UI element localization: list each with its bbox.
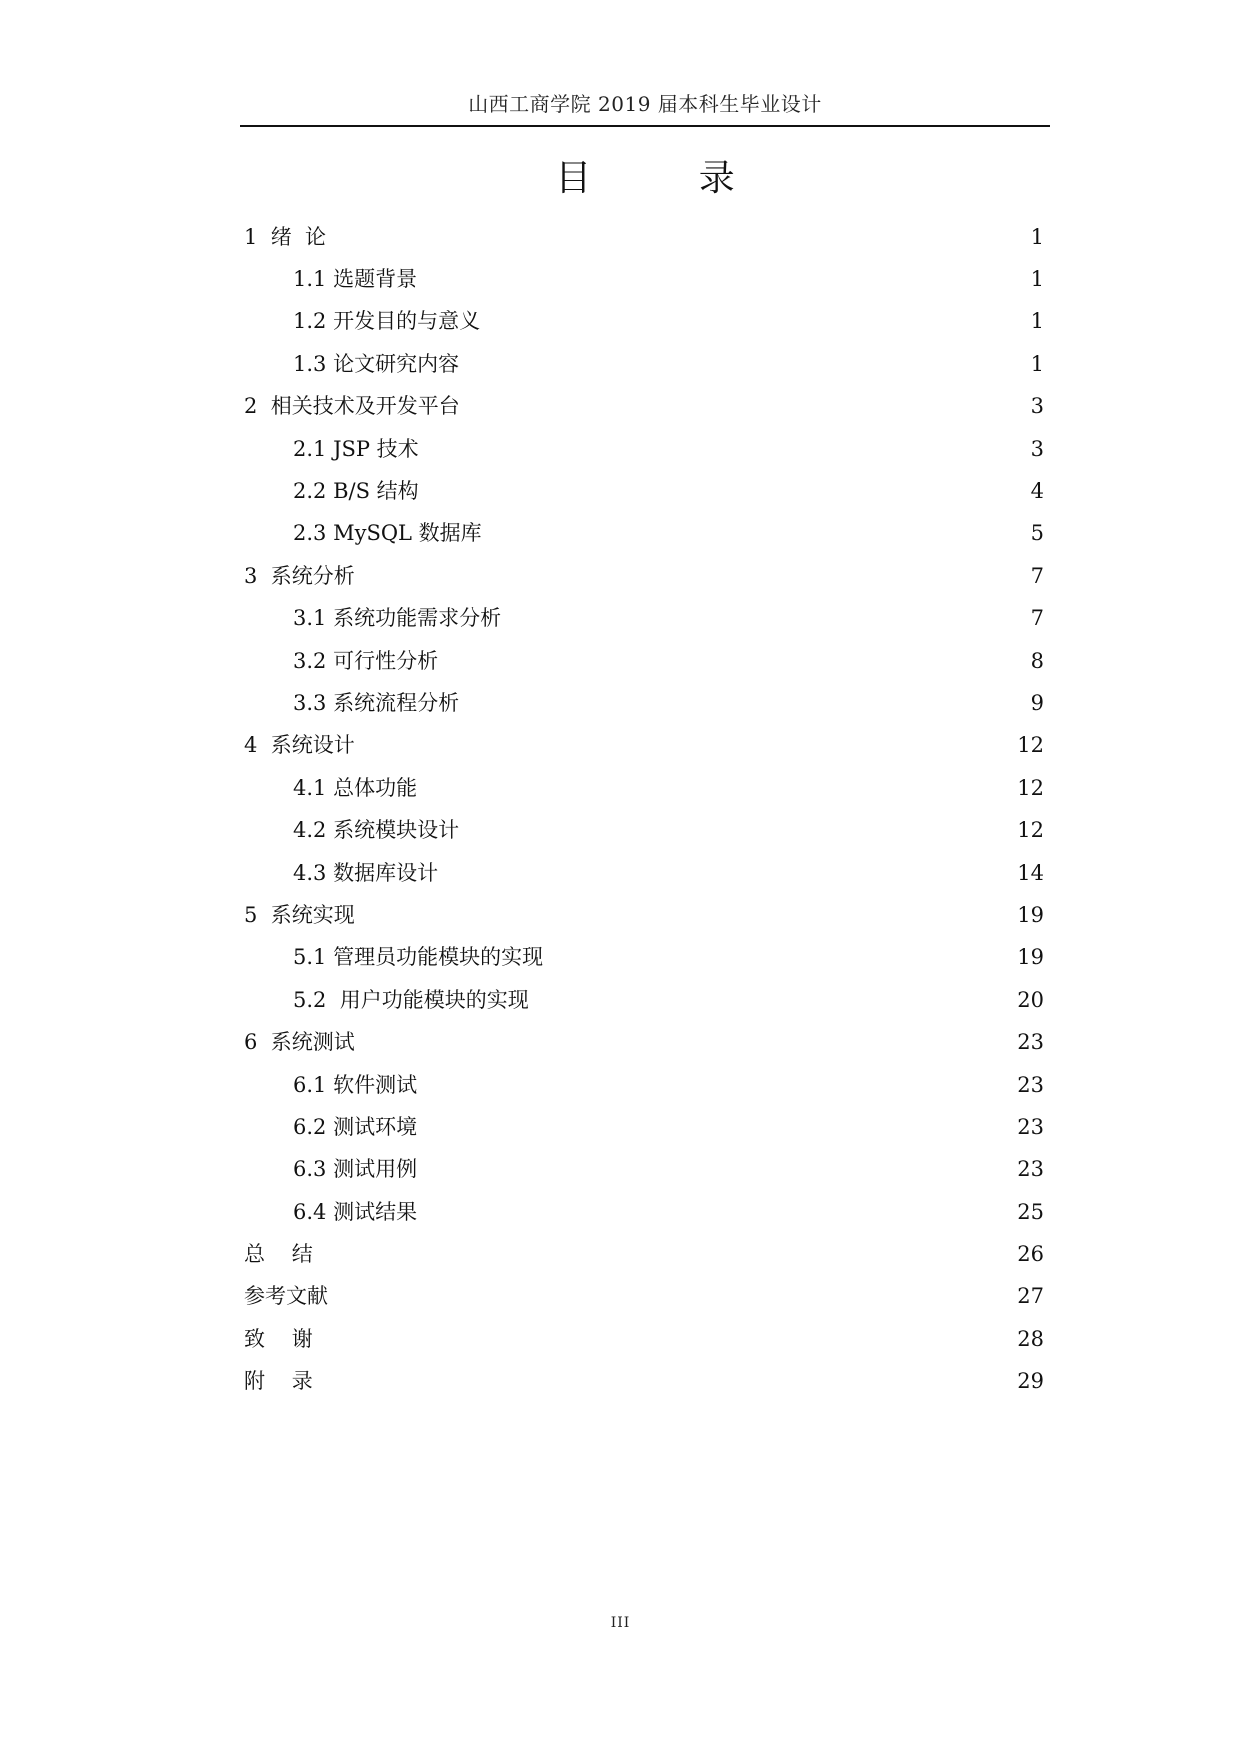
toc-dot-leader xyxy=(423,779,1015,797)
toc-chapter-entry[interactable] xyxy=(244,555,1044,597)
toc-entry-page-number: 7 xyxy=(1030,606,1044,631)
toc-entry-page-number: 23 xyxy=(1017,1157,1044,1182)
toc-entry-label: 6.1 软件测试 xyxy=(293,1072,418,1097)
toc-entry-label: 4.2 系统模块设计 xyxy=(293,818,460,843)
toc-list xyxy=(244,216,1044,1403)
toc-entry-label: 6.3 测试用例 xyxy=(293,1157,418,1182)
toc-chapter-entry[interactable] xyxy=(244,1233,1044,1275)
toc-title: 目 录 xyxy=(555,158,783,199)
toc-entry-label: 6 系统测试 xyxy=(244,1030,355,1055)
toc-chapter-entry[interactable] xyxy=(244,1318,1044,1360)
toc-dot-leader xyxy=(444,864,1015,882)
header-rule xyxy=(240,125,1050,127)
toc-dot-leader xyxy=(423,1118,1015,1136)
toc-dot-leader xyxy=(334,1288,1015,1306)
toc-section-entry[interactable] xyxy=(244,258,1044,300)
toc-entry-page-number: 3 xyxy=(1030,394,1044,419)
page-number: III xyxy=(610,1615,631,1631)
toc-entry-label: 1 绪 论 xyxy=(244,224,327,249)
toc-section-entry[interactable] xyxy=(244,343,1044,385)
toc-dot-leader xyxy=(319,1330,1016,1348)
toc-section-entry[interactable] xyxy=(244,809,1044,851)
toc-entry-page-number: 7 xyxy=(1030,563,1044,588)
toc-entry-page-number: 1 xyxy=(1030,309,1044,334)
toc-entry-label: 1.1 选题背景 xyxy=(293,267,418,292)
toc-entry-label: 3.3 系统流程分析 xyxy=(293,690,460,715)
toc-dot-leader xyxy=(423,271,1029,289)
toc-dot-leader xyxy=(466,398,1029,416)
toc-chapter-entry[interactable] xyxy=(244,725,1044,767)
toc-dot-leader xyxy=(488,525,1029,543)
toc-entry-label: 1.3 论文研究内容 xyxy=(293,351,460,376)
toc-entry-page-number: 23 xyxy=(1017,1072,1044,1097)
toc-dot-leader xyxy=(425,483,1029,501)
toc-section-entry[interactable] xyxy=(244,598,1044,640)
toc-entry-page-number: 4 xyxy=(1030,479,1044,504)
toc-dot-leader xyxy=(535,991,1016,1009)
toc-entry-page-number: 5 xyxy=(1030,521,1044,546)
toc-dot-leader xyxy=(465,694,1029,712)
running-header: 山西工商学院 2019 届本科生毕业设计 xyxy=(468,92,822,116)
toc-entry-page-number: 12 xyxy=(1017,818,1044,843)
toc-entry-page-number: 12 xyxy=(1017,733,1044,758)
toc-entry-label: 附 录 xyxy=(244,1369,313,1394)
toc-dot-leader xyxy=(423,1161,1015,1179)
toc-entry-label: 致 谢 xyxy=(244,1326,313,1351)
toc-chapter-entry[interactable] xyxy=(244,894,1044,936)
toc-entry-page-number: 23 xyxy=(1017,1030,1044,1055)
toc-entry-label: 6.4 测试结果 xyxy=(293,1199,418,1224)
toc-dot-leader xyxy=(444,652,1029,670)
toc-entry-label: 4.1 总体功能 xyxy=(293,775,418,800)
toc-entry-page-number: 19 xyxy=(1017,902,1044,927)
toc-dot-leader xyxy=(486,313,1029,331)
toc-chapter-entry[interactable] xyxy=(244,1361,1044,1403)
toc-chapter-entry[interactable] xyxy=(244,386,1044,428)
toc-entry-label: 2.3 MySQL 数据库 xyxy=(293,521,482,546)
toc-entry-page-number: 27 xyxy=(1017,1284,1044,1309)
toc-entry-label: 5 系统实现 xyxy=(244,902,355,927)
toc-section-entry[interactable] xyxy=(244,1064,1044,1106)
toc-entry-page-number: 20 xyxy=(1017,987,1044,1012)
toc-entry-page-number: 1 xyxy=(1030,267,1044,292)
toc-chapter-entry[interactable] xyxy=(244,216,1044,258)
toc-entry-label: 总 结 xyxy=(244,1242,313,1267)
toc-section-entry[interactable] xyxy=(244,640,1044,682)
toc-dot-leader xyxy=(361,1034,1016,1052)
toc-dot-leader xyxy=(423,1203,1015,1221)
toc-entry-label: 参考文献 xyxy=(244,1284,328,1309)
toc-dot-leader xyxy=(465,822,1015,840)
toc-section-entry[interactable] xyxy=(244,301,1044,343)
toc-entry-label: 2.1 JSP 技术 xyxy=(293,436,419,461)
toc-entry-page-number: 9 xyxy=(1030,690,1044,715)
toc-entry-page-number: 1 xyxy=(1030,351,1044,376)
toc-entry-label: 5.1 管理员功能模块的实现 xyxy=(293,945,544,970)
toc-dot-leader xyxy=(361,567,1029,585)
toc-section-entry[interactable] xyxy=(244,937,1044,979)
toc-entry-label: 3 系统分析 xyxy=(244,563,355,588)
toc-dot-leader xyxy=(425,440,1029,458)
toc-entry-page-number: 28 xyxy=(1017,1326,1044,1351)
toc-entry-page-number: 26 xyxy=(1017,1242,1044,1267)
toc-entry-label: 4.3 数据库设计 xyxy=(293,860,439,885)
toc-dot-leader xyxy=(319,1373,1016,1391)
toc-section-entry[interactable] xyxy=(244,852,1044,894)
toc-entry-page-number: 19 xyxy=(1017,945,1044,970)
toc-section-entry[interactable] xyxy=(244,470,1044,512)
toc-entry-label: 1.2 开发目的与意义 xyxy=(293,309,481,334)
toc-section-entry[interactable] xyxy=(244,1191,1044,1233)
toc-dot-leader xyxy=(361,906,1016,924)
toc-chapter-entry[interactable] xyxy=(244,1021,1044,1063)
toc-entry-page-number: 12 xyxy=(1017,775,1044,800)
toc-section-entry[interactable] xyxy=(244,682,1044,724)
toc-entry-label: 3.1 系统功能需求分析 xyxy=(293,606,502,631)
toc-section-entry[interactable] xyxy=(244,979,1044,1021)
toc-entry-page-number: 25 xyxy=(1017,1199,1044,1224)
toc-entry-label: 6.2 测试环境 xyxy=(293,1114,418,1139)
toc-dot-leader xyxy=(332,228,1029,246)
toc-dot-leader xyxy=(423,1076,1015,1094)
toc-entry-label: 2 相关技术及开发平台 xyxy=(244,394,460,419)
toc-section-entry[interactable] xyxy=(244,428,1044,470)
toc-section-entry[interactable] xyxy=(244,767,1044,809)
toc-entry-page-number: 3 xyxy=(1030,436,1044,461)
toc-dot-leader xyxy=(361,737,1016,755)
toc-dot-leader xyxy=(465,355,1029,373)
toc-chapter-entry[interactable] xyxy=(244,1276,1044,1318)
toc-entry-page-number: 14 xyxy=(1017,860,1044,885)
toc-section-entry[interactable] xyxy=(244,1149,1044,1191)
toc-entry-page-number: 29 xyxy=(1017,1369,1044,1394)
toc-entry-label: 5.2 用户功能模块的实现 xyxy=(293,987,529,1012)
toc-dot-leader xyxy=(319,1246,1016,1264)
toc-dot-leader xyxy=(549,949,1015,967)
toc-entry-page-number: 23 xyxy=(1017,1114,1044,1139)
toc-entry-label: 3.2 可行性分析 xyxy=(293,648,439,673)
toc-entry-page-number: 1 xyxy=(1030,224,1044,249)
toc-dot-leader xyxy=(507,610,1029,628)
toc-entry-label: 4 系统设计 xyxy=(244,733,355,758)
toc-section-entry[interactable] xyxy=(244,513,1044,555)
toc-entry-label: 2.2 B/S 结构 xyxy=(293,479,419,504)
toc-section-entry[interactable] xyxy=(244,1106,1044,1148)
toc-entry-page-number: 8 xyxy=(1030,648,1044,673)
